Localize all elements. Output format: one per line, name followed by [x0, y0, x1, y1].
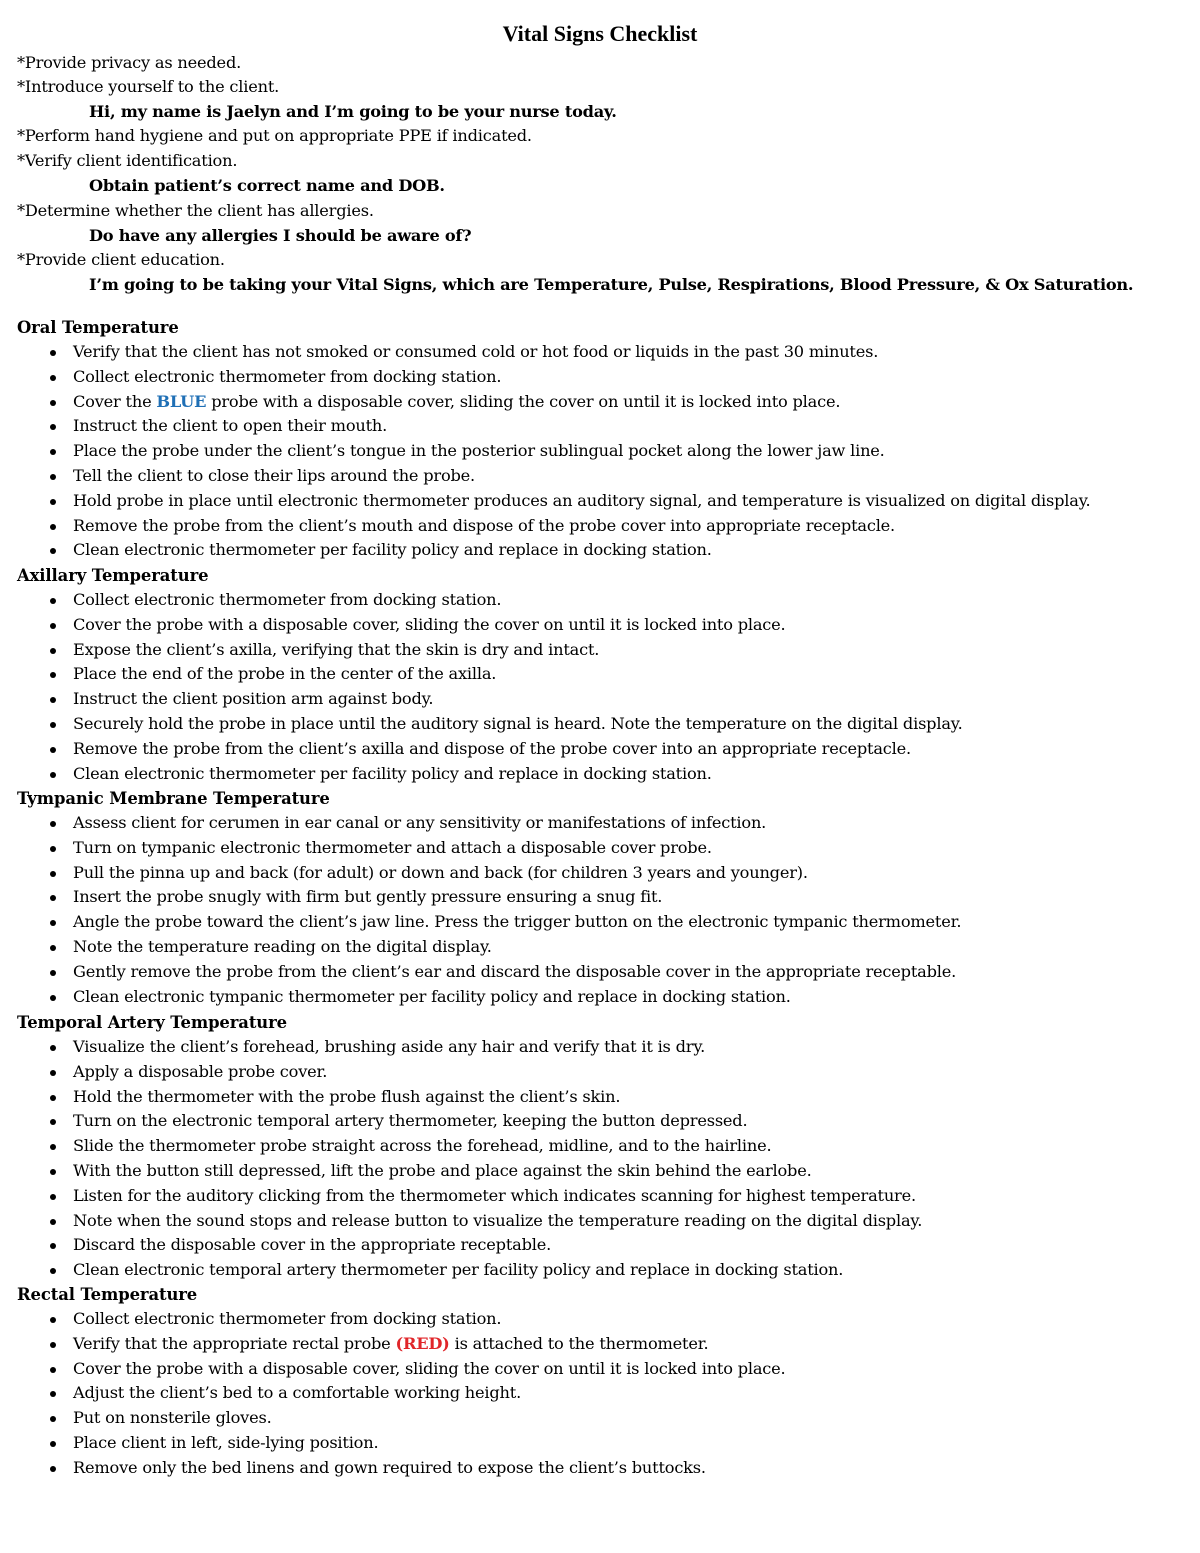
bullet-icon: [50, 1169, 56, 1175]
bullet-icon: [50, 1466, 56, 1472]
bullet-icon: [50, 1416, 56, 1422]
list-item: Verify that the client has not smoked or consumed cold or hot food or liquids in the past 30 minutes.: [47, 340, 1090, 365]
bullet-icon: [50, 474, 56, 480]
intro-step: *Perform hand hygiene and put on appropriate PPE if indicated.: [17, 126, 532, 145]
list-item: Note when the sound stops and release button to visualize the temperature reading on the digital display.: [47, 1209, 922, 1234]
bullet-icon: [50, 1441, 56, 1447]
bullet-icon: [50, 1317, 56, 1323]
list-item: Adjust the client’s bed to a comfortable working height.: [47, 1381, 786, 1406]
list-item: Clean electronic thermometer per facility policy and replace in docking station.: [47, 538, 1090, 563]
bullet-icon: [50, 598, 56, 604]
list-item: Expose the client’s axilla, verifying that the skin is dry and intact.: [47, 638, 963, 663]
list-item: Collect electronic thermometer from docking station.: [47, 1307, 786, 1332]
list-item: Instruct the client position arm against body.: [47, 687, 963, 712]
list-item: Apply a disposable probe cover.: [47, 1060, 922, 1085]
list-item: Slide the thermometer probe straight across the forehead, midline, and to the hairline.: [47, 1134, 922, 1159]
bullet-icon: [50, 350, 56, 356]
list-item: Put on nonsterile gloves.: [47, 1406, 786, 1431]
list-item: Instruct the client to open their mouth.: [47, 414, 1090, 439]
bullet-icon: [50, 375, 56, 381]
bullet-icon: [50, 1194, 56, 1200]
list-item: Clean electronic temporal artery thermometer per facility policy and replace in docking station.: [47, 1258, 922, 1283]
list-item: Pull the pinna up and back (for adult) or down and back (for children 3 years and younger).: [47, 861, 961, 886]
bullet-icon: [50, 499, 56, 505]
list-item: Clean electronic tympanic thermometer per facility policy and replace in docking station.: [47, 985, 961, 1010]
bullet-icon: [50, 697, 56, 703]
list-item: Visualize the client’s forehead, brushing aside any hair and verify that it is dry.: [47, 1035, 922, 1060]
bullet-icon: [50, 623, 56, 629]
list-item: Insert the probe snugly with firm but gently pressure ensuring a snug fit.: [47, 885, 961, 910]
intro-speech: Do have any allergies I should be aware of?: [89, 226, 472, 245]
section-title-tympanic: Tympanic Membrane Temperature: [17, 789, 330, 808]
bullet-icon: [50, 1045, 56, 1051]
list-item: Remove the probe from the client’s mouth and dispose of the probe cover into appropriate receptacle.: [47, 514, 1090, 539]
bullet-icon: [50, 1243, 56, 1249]
intro-step: *Introduce yourself to the client.: [17, 77, 280, 96]
list-item: Remove only the bed linens and gown required to expose the client’s buttocks.: [47, 1456, 786, 1481]
list-item: Cover the BLUE probe with a disposable cover, sliding the cover on until it is locked into place.: [47, 390, 1090, 415]
bullet-icon: [50, 970, 56, 976]
list-item: Listen for the auditory clicking from the thermometer which indicates scanning for highest temperature.: [47, 1184, 922, 1209]
list-item: Verify that the appropriate rectal probe (RED) is attached to the thermometer.: [47, 1332, 786, 1357]
list-item: Gently remove the probe from the client’s ear and discard the disposable cover in the appropriate receptable.: [47, 960, 961, 985]
bullet-icon: [50, 747, 56, 753]
section-list-tympanic: [47, 811, 961, 1009]
bullet-icon: [50, 424, 56, 430]
bullet-icon: [50, 648, 56, 654]
section-title-oral: Oral Temperature: [17, 318, 179, 337]
bullet-icon: [50, 945, 56, 951]
bullet-icon: [50, 449, 56, 455]
section-title-rectal: Rectal Temperature: [17, 1285, 198, 1304]
list-item: Collect electronic thermometer from docking station.: [47, 588, 963, 613]
list-item: Hold the thermometer with the probe flush against the client’s skin.: [47, 1085, 922, 1110]
page-title: Vital Signs Checklist: [502, 21, 698, 46]
list-item: With the button still depressed, lift the probe and place against the skin behind the earlobe.: [47, 1159, 922, 1184]
bullet-icon: [50, 1219, 56, 1225]
bullet-icon: [50, 1070, 56, 1076]
intro-step: *Provide client education.: [17, 250, 225, 269]
bullet-icon: [50, 400, 56, 406]
list-item: Remove the probe from the client’s axilla and dispose of the probe cover into an appropriate receptacle.: [47, 737, 963, 762]
list-item: Angle the probe toward the client’s jaw line. Press the trigger button on the electronic tympanic thermometer.: [47, 910, 961, 935]
bullet-icon: [50, 672, 56, 678]
list-item: Assess client for cerumen in ear canal or any sensitivity or manifestations of infection.: [47, 811, 961, 836]
intro-speech: Obtain patient’s correct name and DOB.: [89, 176, 445, 195]
list-item: Turn on tympanic electronic thermometer and attach a disposable cover probe.: [47, 836, 961, 861]
section-list-oral: [47, 340, 1090, 563]
bullet-icon: [50, 1367, 56, 1373]
list-item: Cover the probe with a disposable cover, sliding the cover on until it is locked into place.: [47, 613, 963, 638]
bullet-icon: [50, 995, 56, 1001]
bullet-icon: [50, 846, 56, 852]
list-item: Discard the disposable cover in the appropriate receptable.: [47, 1233, 922, 1258]
list-item: Collect electronic thermometer from docking station.: [47, 365, 1090, 390]
bullet-icon: [50, 772, 56, 778]
list-item: Cover the probe with a disposable cover, sliding the cover on until it is locked into place.: [47, 1357, 786, 1382]
section-list-rectal: [47, 1307, 786, 1481]
section-title-temporal-artery: Temporal Artery Temperature: [17, 1013, 287, 1032]
intro-speech: Hi, my name is Jaelyn and I’m going to be your nurse today.: [89, 102, 617, 121]
bullet-icon: [50, 722, 56, 728]
section-list-axillary: [47, 588, 963, 786]
intro-step: *Verify client identification.: [17, 151, 238, 170]
bullet-icon: [50, 1342, 56, 1348]
list-item: Place the probe under the client’s tongue in the posterior sublingual pocket along the lower jaw line.: [47, 439, 1090, 464]
list-item: Turn on the electronic temporal artery thermometer, keeping the button depressed.: [47, 1109, 922, 1134]
bullet-icon: [50, 524, 56, 530]
intro-step: *Provide privacy as needed.: [17, 53, 242, 72]
bullet-icon: [50, 548, 56, 554]
bullet-icon: [50, 1268, 56, 1274]
intro-step: *Determine whether the client has allergies.: [17, 201, 374, 220]
bullet-icon: [50, 920, 56, 926]
list-item: Note the temperature reading on the digital display.: [47, 935, 961, 960]
list-item: Tell the client to close their lips around the probe.: [47, 464, 1090, 489]
bullet-icon: [50, 895, 56, 901]
intro-speech: I’m going to be taking your Vital Signs, which are Temperature, Pulse, Respirations, Blood Pressure, & Ox Saturation.: [89, 275, 1134, 294]
bullet-icon: [50, 1119, 56, 1125]
list-item: Securely hold the probe in place until the auditory signal is heard. Note the temperature on the digital display.: [47, 712, 963, 737]
section-title-axillary: Axillary Temperature: [17, 566, 209, 585]
list-item: Clean electronic thermometer per facility policy and replace in docking station.: [47, 762, 963, 787]
section-list-temporal-artery: [47, 1035, 922, 1283]
bullet-icon: [50, 1095, 56, 1101]
red-probe-highlight: (RED): [395, 1333, 450, 1353]
bullet-icon: [50, 1391, 56, 1397]
bullet-icon: [50, 1144, 56, 1150]
list-item: Place client in left, side-lying position.: [47, 1431, 786, 1456]
list-item: Place the end of the probe in the center of the axilla.: [47, 662, 963, 687]
bullet-icon: [50, 821, 56, 827]
bullet-icon: [50, 871, 56, 877]
blue-probe-highlight: BLUE: [156, 391, 207, 411]
list-item: Hold probe in place until electronic thermometer produces an auditory signal, and temperature is visualized on digital display.: [47, 489, 1090, 514]
